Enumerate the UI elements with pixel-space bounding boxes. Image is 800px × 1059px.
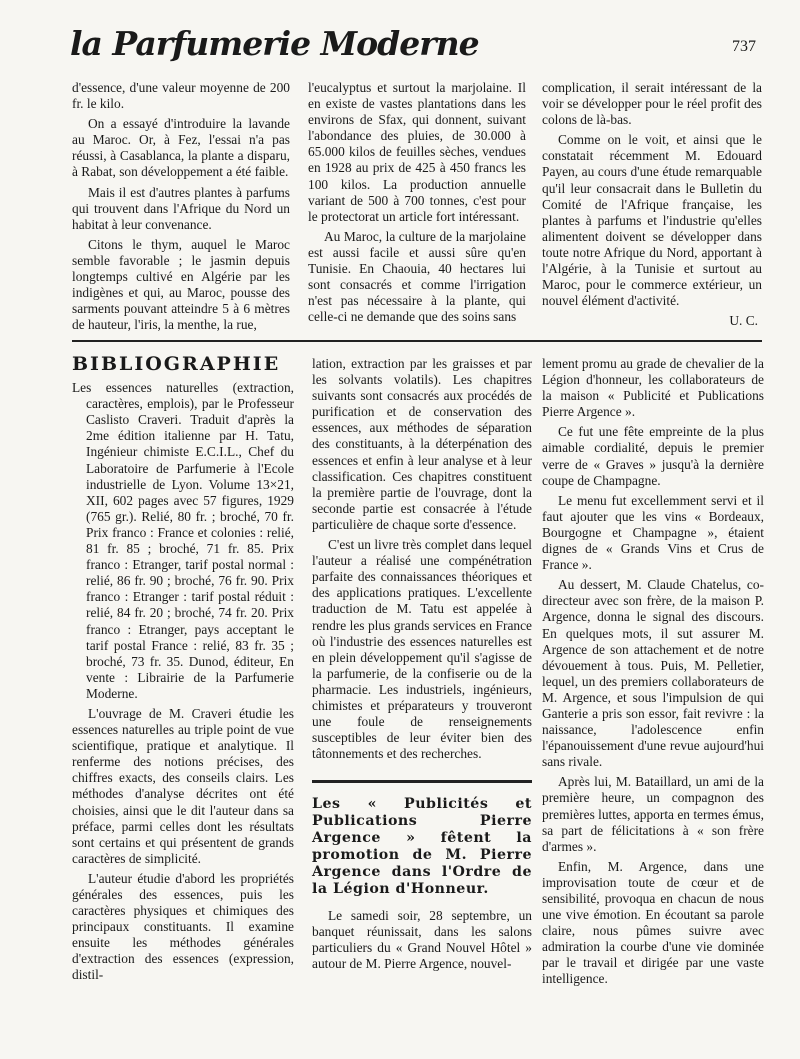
paragraph: Comme on le voit, et ainsi que le constatait récemment M. Edouard Payen, au cours d'une étude remarquable qu'il leur consacrait dans le Bulletin du Comité de l'Afrique française, les plantes à parfums et l'industrie qu'elles alimentent doivent se développer dans toute notre Afrique du Nord, apportant à l'Algérie, à la Tunisie et surtout au Maroc, pour le commerce extérieur, un nouvel élément d'activité. (542, 132, 762, 309)
top-column-3 (542, 80, 762, 329)
biblio-column-1 (72, 353, 294, 988)
paragraph: Au Maroc, la culture de la marjolaine est aussi facile et aussi sûre qu'en Tunisie. En Chaouia, 40 hectares lui sont consacrés et comme l'irrigation n'est pas nécessaire à la plante, qui celle-ci ne demande que des soins sans (308, 228, 526, 325)
section-divider (72, 340, 762, 342)
paragraph: Mais il est d'autres plantes à parfums qui trouvent dans l'Afrique du Nord un habitat à leur convenance. (72, 184, 290, 232)
book-reference: Les essences naturelles (extraction, caractères, emplois), par le Professeur Caslisto Craveri. Traduit d'après la 2me édition italienne par H. Tatu, Ingénieur chimiste E.C.I.L., Chef du Laboratoire de Parfumerie à l'Ecole industrielle de Lyon. Volume 13×21, XII, 602 pages avec 57 figures, 1929 (765 gr.). Relié, 80 fr. ; broché, 70 fr. Prix franco : France et colonies : relié, 81 fr. 85 ; broché, 71 fr. 85. Prix franco : Etranger, tarif postal normal : relié, 86 fr. 90 ; broché, 76 fr. 90. Prix franco : Etranger : tarif postal réduit : relié, 84 fr. 20 ; broché, 74 fr. 20. Prix franco : Etranger, pays acceptant le tarif postal France : relié, 83 fr. 35 ; broché, 73 fr. 35. Dunod, éditeur, En vente : Librairie de la Parfumerie Moderne. (72, 380, 294, 701)
headline-rule (312, 780, 532, 783)
paragraph: C'est un livre très complet dans lequel l'auteur a réalisé une compénétration parfaite des connaissances théoriques et des applications pratiques. L'excellente traduction de M. Tatu est appelée à rendre les plus grands services en France où l'industrie des essences naturelles est en plein développement qu'il s'agisse de la parfumerie, de la confiserie ou de la pharmacie. Les industriels, ingénieurs, chimistes et préparateurs y trouveront une foule de renseignements susceptibles de leur éviter bien des tâtonnements et des recherches. (312, 537, 532, 762)
paragraph: l'eucalyptus et surtout la marjolaine. Il en existe de vastes plantations dans les environs de Sfax, qui donnent, suivant l'abondance des pluies, de 30.000 à 65.000 kilos de feuilles sèches, vendues en 1928 au prix de 425 à 450 francs les 100 kilos. La production annuelle variant de 500 à 700 tonnes, c'est pour le protectorat un article fort intéressant. (308, 80, 526, 224)
news-column-3 (542, 356, 764, 992)
paragraph: On a essayé d'introduire la lavande au Maroc. Or, à Fez, l'essai n'a pas réussi, à Casablanca, la plante a disparu, à Rabat, son développement a été faible. (72, 116, 290, 180)
page-number: 737 (732, 38, 756, 55)
paragraph: Le menu fut excellemment servi et il faut ajouter que les vins « Bordeaux, Bourgogne et Champagne », étaient dignes de « Grands Vins et Crus de France ». (542, 492, 764, 573)
news-column-2 (312, 790, 532, 976)
paragraph: Après lui, M. Bataillard, un ami de la première heure, un compagnon des premières luttes, apporta en termes émus, sa part de félicitations à « son frère d'armes ». (542, 774, 764, 854)
paragraph: Le samedi soir, 28 septembre, un banquet réunissait, dans les salons particuliers du « Grand Nouvel Hôtel » autour de M. Pierre Argence, nouvel- (312, 908, 532, 972)
top-column-1 (72, 80, 290, 337)
paragraph: L'ouvrage de M. Craveri étudie les essences naturelles au triple point de vue scientifique, pratique et analytique. Il renferme des notions précises, des chiffres exacts, des conseils clairs. Les méthodes d'analyse décrites ont été choisies, ainsi que le dit l'auteur dans sa préface, parmi celles dont les résultats sont certains et qui présentent de grands caractères de simplicité. (72, 705, 294, 866)
signature: U. C. (729, 313, 758, 329)
paragraph: lement promu au grade de chevalier de la Légion d'honneur, les collaborateurs de la maison « Publicité et Publications Pierre Argence ». (542, 356, 764, 420)
biblio-column-2 (312, 356, 532, 766)
paragraph: Citons le thym, auquel le Maroc semble favorable ; le jasmin depuis longtemps cultivé en Algérie par les indigènes et qui, au Maroc, pousse des sarments pouvant atteindre 5 à 6 mètres de hauteur, l'iris, la menthe, la rue, (72, 236, 290, 333)
paragraph: Ce fut une fête empreinte de la plus aimable cordialité, depuis le premier verre de « Graves » jusqu'à la dernière coupe de Champagne. (542, 424, 764, 488)
paragraph: Enfin, M. Argence, dans une improvisation toute de cœur et de sensibilité, provoqua en chacun de nous une vive émotion. En écoutant sa parole claire, nous pûmes suivre avec admiration la courbe d'une vie dominée par le travail et dirigée par une vaste intelligence. (542, 858, 764, 987)
paragraph: Au dessert, M. Claude Chatelus, co-directeur avec son frère, de la maison P. Argence, donna le signal des discours. En quelques mots, il sut assurer M. Argence de son attachement et de notre dévouement à tous. Puis, M. Pelletier, lequel, un des premiers collaborateurs de M. Argence, et sous l'impulsion de qui Ganterie a pris son essor, fait revivre : la naissance, l'adolescence enfin l'épanouissement d'une revue aujourd'hui sans rivale. (542, 577, 764, 770)
section-title: BIBLIOGRAPHIE (72, 353, 281, 375)
paragraph: complication, il serait intéressant de la voir se développer pour le réel profit des colons de là-bas. (542, 80, 762, 128)
top-column-2 (308, 80, 526, 329)
news-headline: Les « Publicités et Publications Pierre Argence » fêtent la promotion de M. Pierre Argence dans l'Ordre de la Légion d'Honneur. (312, 796, 532, 897)
paragraph: lation, extraction par les graisses et par les solvants volatils). Les chapitres suivants sont consacrés aux procédés de purification et de conservation des essences, aux méthodes de séparation des constituants, à la déterpénation des essences et enfin à leur analyse et à leur classification. Ces chapitres constituent la première partie de l'ouvrage, dont la seconde partie est consacrée à l'étude particulière de chaque sorte d'essence. (312, 356, 532, 532)
paragraph: d'essence, d'une valeur moyenne de 200 fr. le kilo. (72, 80, 290, 112)
masthead: la Parfumerie Moderne (70, 24, 479, 63)
paragraph: L'auteur étudie d'abord les propriétés générales des essences, puis les caractères physiques et chimiques des principaux constituants. Il examine ensuite les méthodes générales d'extraction des essences (expression, distil- (72, 870, 294, 983)
